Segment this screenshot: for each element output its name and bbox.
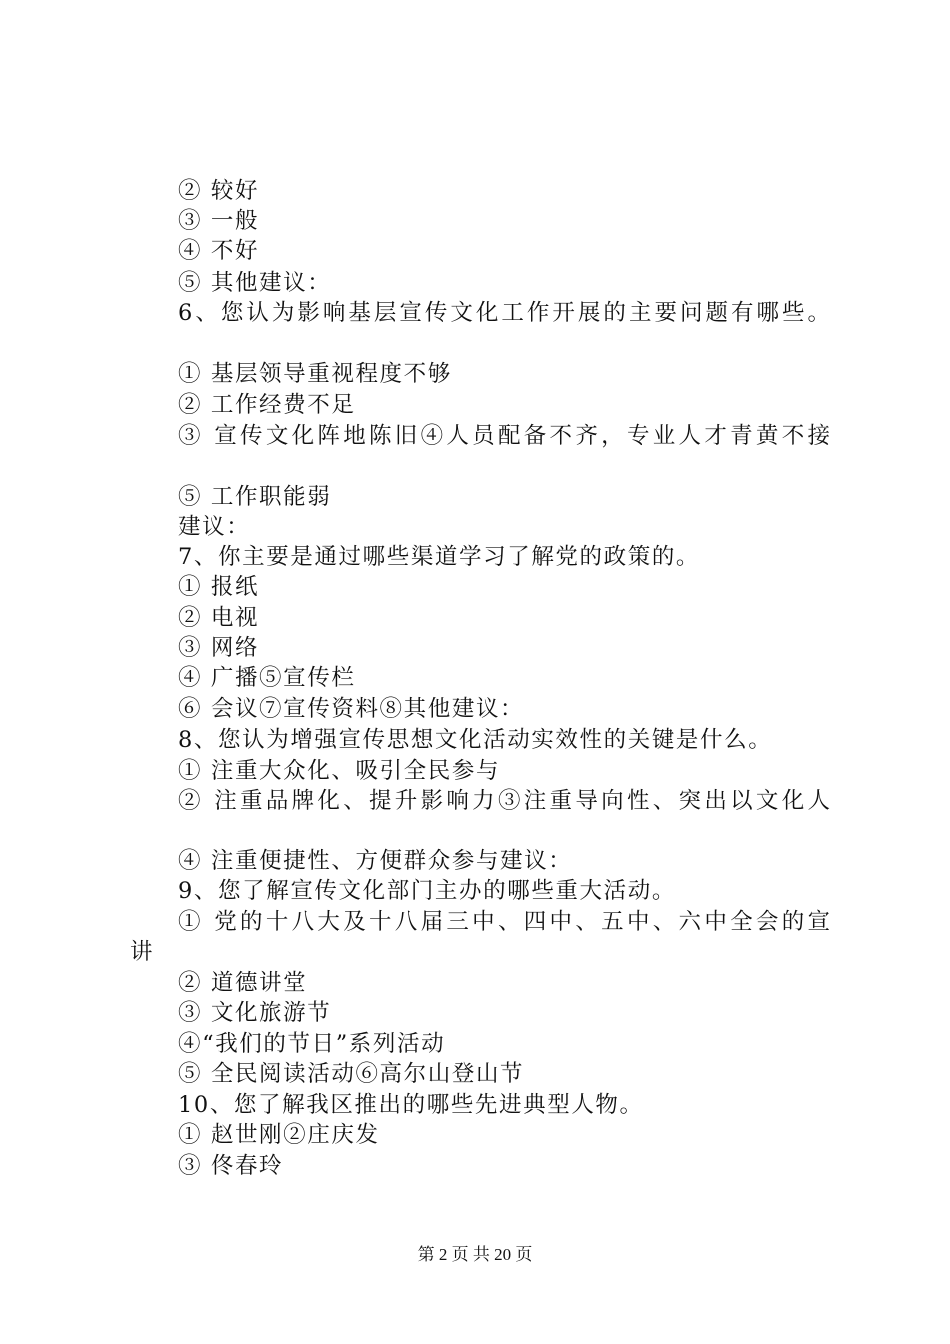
text-line: ① 党的十八大及十八届三中、四中、五中、六中全会的宣 (178, 909, 830, 935)
text-line: ① 赵世刚②庄庆发 (178, 1122, 380, 1148)
question-6: 6、您认为影响基层宣传文化工作开展的主要问题有哪些。 (178, 300, 830, 326)
text-line: ⑥ 会议⑦宣传资料⑧其他建议： (178, 696, 525, 722)
text-line: ⑤ 工作职能弱 (178, 484, 332, 510)
text-line: ① 基层领导重视程度不够 (178, 361, 452, 387)
text-line: ① 报纸 (178, 574, 260, 600)
text-line: ⑤ 其他建议： (178, 270, 332, 296)
text-line: ③ 一般 (178, 208, 260, 234)
text-line: ⑤ 全民阅读活动⑥高尔山登山节 (178, 1061, 525, 1087)
text-line: ③ 宣传文化阵地陈旧④人员配备不齐，专业人才青黄不接 (178, 423, 830, 449)
text-line: ④“我们的节日”系列活动 (178, 1031, 446, 1057)
text-line: ④ 广播⑤宣传栏 (178, 665, 356, 691)
page-footer: 第 2 页 共 20 页 (417, 1245, 533, 1264)
text-line: ② 工作经费不足 (178, 392, 356, 418)
question-10: 10、您了解我区推出的哪些先进典型人物。 (178, 1092, 644, 1118)
text-line: 讲 (130, 939, 155, 965)
text-line: ② 道德讲堂 (178, 970, 308, 996)
question-7: 7、你主要是通过哪些渠道学习了解党的政策的。 (178, 544, 701, 570)
question-9: 9、您了解宣传文化部门主办的哪些重大活动。 (178, 878, 676, 904)
text-line: ② 较好 (178, 178, 260, 204)
text-line: ② 电视 (178, 605, 260, 631)
text-line: ③ 网络 (178, 635, 260, 661)
text-line: ③ 佟春玲 (178, 1153, 284, 1179)
text-line: ④ 注重便捷性、方便群众参与建议： (178, 848, 573, 874)
question-8: 8、您认为增强宣传思想文化活动实效性的关键是什么。 (178, 727, 773, 753)
text-line: ① 注重大众化、吸引全民参与 (178, 758, 501, 784)
text-line: ② 注重品牌化、提升影响力③注重导向性、突出以文化人 (178, 788, 830, 814)
text-line: ④ 不好 (178, 238, 260, 264)
text-line: 建议： (178, 514, 251, 540)
text-line: ③ 文化旅游节 (178, 1000, 332, 1026)
